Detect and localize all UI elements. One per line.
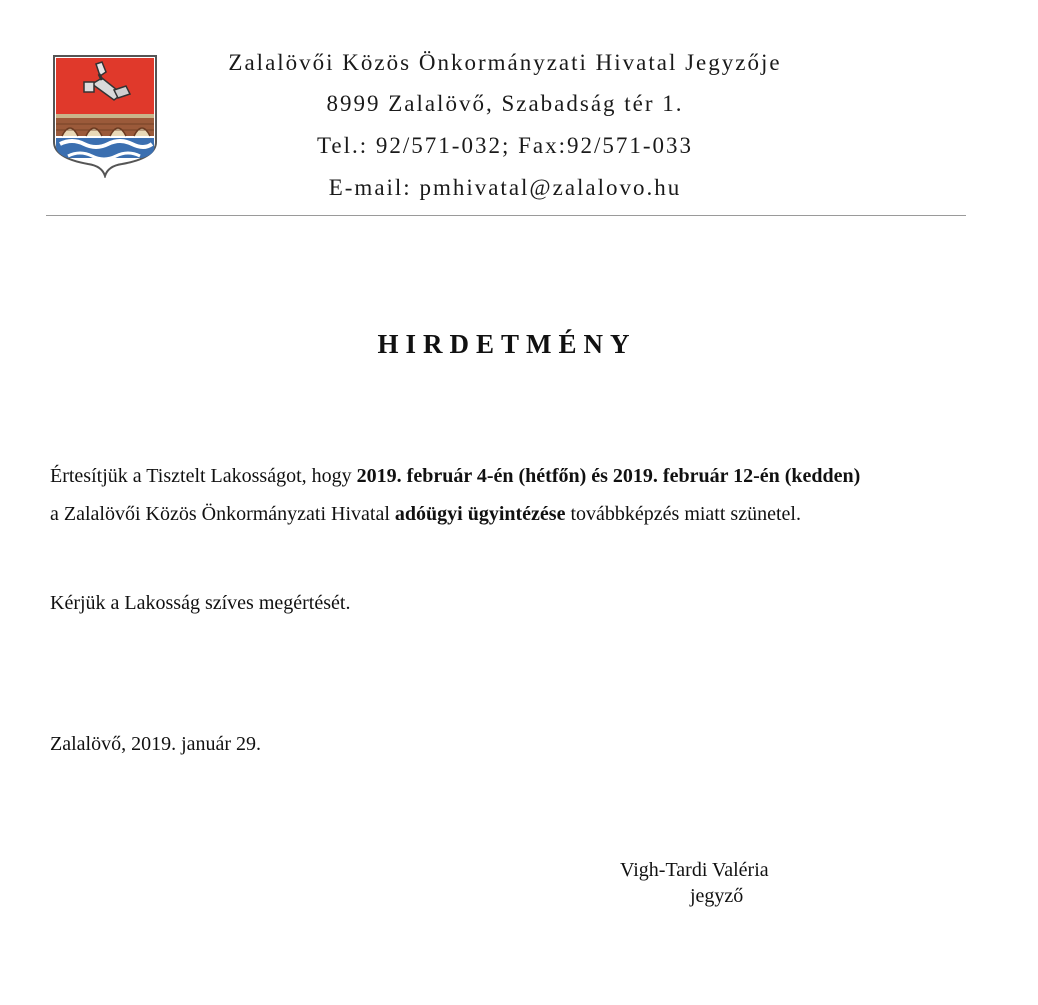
- signature-name: Vigh-Tardi Valéria: [620, 859, 769, 881]
- notice-intro: Értesítjük a Tisztelt Lakosságot, hogy: [50, 465, 357, 487]
- office-phone-fax: Tel.: 92/571-032; Fax:92/571-033: [316, 133, 694, 158]
- notice-request: Kérjük a Lakosság szíves megértését.: [50, 592, 351, 614]
- notice-reason: továbbképzés miatt szünetel.: [565, 503, 801, 525]
- office-email: E-mail: pmhivatal@zalalovo.hu: [328, 175, 682, 200]
- notice-office-prefix: a Zalalövői Közös Önkormányzati Hivatal: [50, 503, 395, 525]
- notice-title: HIRDETMÉNY: [377, 329, 637, 359]
- notice-dates: 2019. február 4-én (hétfőn) és 2019. február 12-én (kedden): [356, 465, 861, 487]
- place-and-date: Zalalövő, 2019. január 29.: [50, 733, 262, 755]
- notice-subject: adóügyi ügyintézése: [394, 503, 566, 525]
- notice-paragraph-line-1: [50, 465, 860, 488]
- signature-role: jegyző: [690, 885, 744, 907]
- office-address: 8999 Zalalövő, Szabadság tér 1.: [326, 91, 684, 116]
- office-name: Zalalövői Közös Önkormányzati Hivatal Jegyzője: [228, 50, 782, 75]
- notice-paragraph-line-2: [50, 503, 801, 526]
- header-divider: [46, 215, 966, 216]
